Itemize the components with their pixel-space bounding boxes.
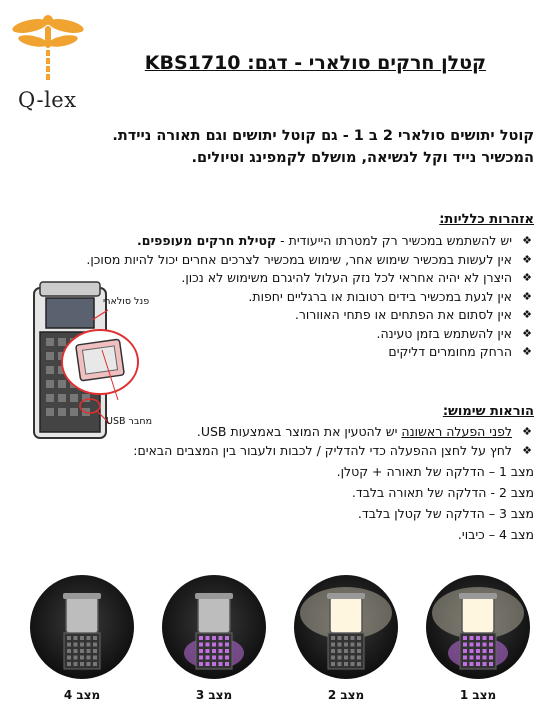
lamp-icon: [30, 575, 134, 679]
usage-heading: הוראות שימוש:: [442, 404, 534, 419]
mode-caption: מצב 3: [195, 688, 233, 702]
diamond-bullet-icon: ❖: [522, 425, 532, 438]
intro-line-1: קוטל יתושים סולארי 2 ב 1 - גם קוטל יתושים וגם תאורה ניידת.: [112, 128, 534, 144]
mode-4-image: [30, 575, 134, 679]
usb-port-label: מחבר USB: [106, 416, 153, 427]
intro-line-2: המכשיר נייד וקל לנשיאה, מושלם לקמפינג וטיולים.: [191, 150, 534, 166]
intro: [34, 125, 534, 169]
lamp-icon: [426, 575, 530, 679]
usage-list: [133, 423, 534, 460]
diamond-bullet-icon: ❖: [522, 271, 532, 284]
mode-line: מצב 1 – הדלקה של תאורה + קטלן.: [336, 464, 534, 479]
mode-3-image: [162, 575, 266, 679]
list-item: ❖ לפני הפעלה ראשונה יש להטעין את המוצר באמצעות USB.: [133, 423, 534, 442]
solar-panel-label: פנל סולארי: [103, 296, 150, 307]
list-item: ❖ אין לעשות במכשיר שימוש אחר, שימוש במכשיר לצרכים אחרים יכול להיות מסוכן.: [86, 251, 534, 270]
mode-caption: מצב 4: [63, 688, 101, 702]
list-item: ❖ אין לסתום את הפתחים או פתחי האוורור.: [86, 306, 534, 325]
list-item: ❖ היצרן לא יהיה אחראי לכל נזק העלול להיגרם משימוש לא נכון.: [86, 269, 534, 288]
mode-caption: מצב 2: [327, 688, 365, 702]
page-title: קטלן חרקים סולארי - דגם: KBS1710: [144, 52, 486, 74]
list-item: ❖ אין לגעת במכשיר בידים רטובות או ברגליים יחפות.: [86, 288, 534, 307]
lamp-icon: [294, 575, 398, 679]
lamp-icon: [162, 575, 266, 679]
brand-name: Q-lex: [18, 88, 77, 112]
diamond-bullet-icon: ❖: [522, 443, 532, 457]
list-item: ❖ לחץ על לחצן ההפעלה כדי להדליק / לכבות ולעבור בין המצבים הבאים:: [133, 442, 534, 461]
diamond-bullet-icon: ❖: [522, 289, 532, 303]
warnings-heading: אזהרות כלליות:: [439, 212, 534, 227]
mode-line: מצב 4 – כיבוי.: [457, 527, 534, 542]
mode-caption: מצב 1: [459, 688, 497, 702]
mode-line: מצב 3 – הדלקה של קטלן בלבד.: [357, 506, 534, 521]
warnings-list: [86, 232, 534, 362]
mode-images: [30, 575, 530, 715]
list-item: ❖ הרחק מחומרים דליקים: [86, 343, 534, 362]
diamond-bullet-icon: ❖: [522, 326, 532, 340]
diamond-bullet-icon: ❖: [522, 234, 532, 247]
diamond-bullet-icon: ❖: [522, 252, 532, 266]
dragonfly-icon: [8, 8, 88, 98]
mode-1-image: [426, 575, 530, 679]
diamond-bullet-icon: ❖: [522, 345, 532, 358]
mode-line: מצב 2 - הדלקה של תאורה בלבד.: [351, 485, 534, 500]
list-item: ❖ אין להשתמש בזמן טעינה.: [86, 325, 534, 344]
modes-list: [337, 461, 534, 545]
diamond-bullet-icon: ❖: [522, 308, 532, 321]
mode-2-image: [294, 575, 398, 679]
list-item: ❖ יש להשתמש במכשיר רק למטרתו הייעודית - קטילת חרקים מעופפים.: [86, 232, 534, 251]
